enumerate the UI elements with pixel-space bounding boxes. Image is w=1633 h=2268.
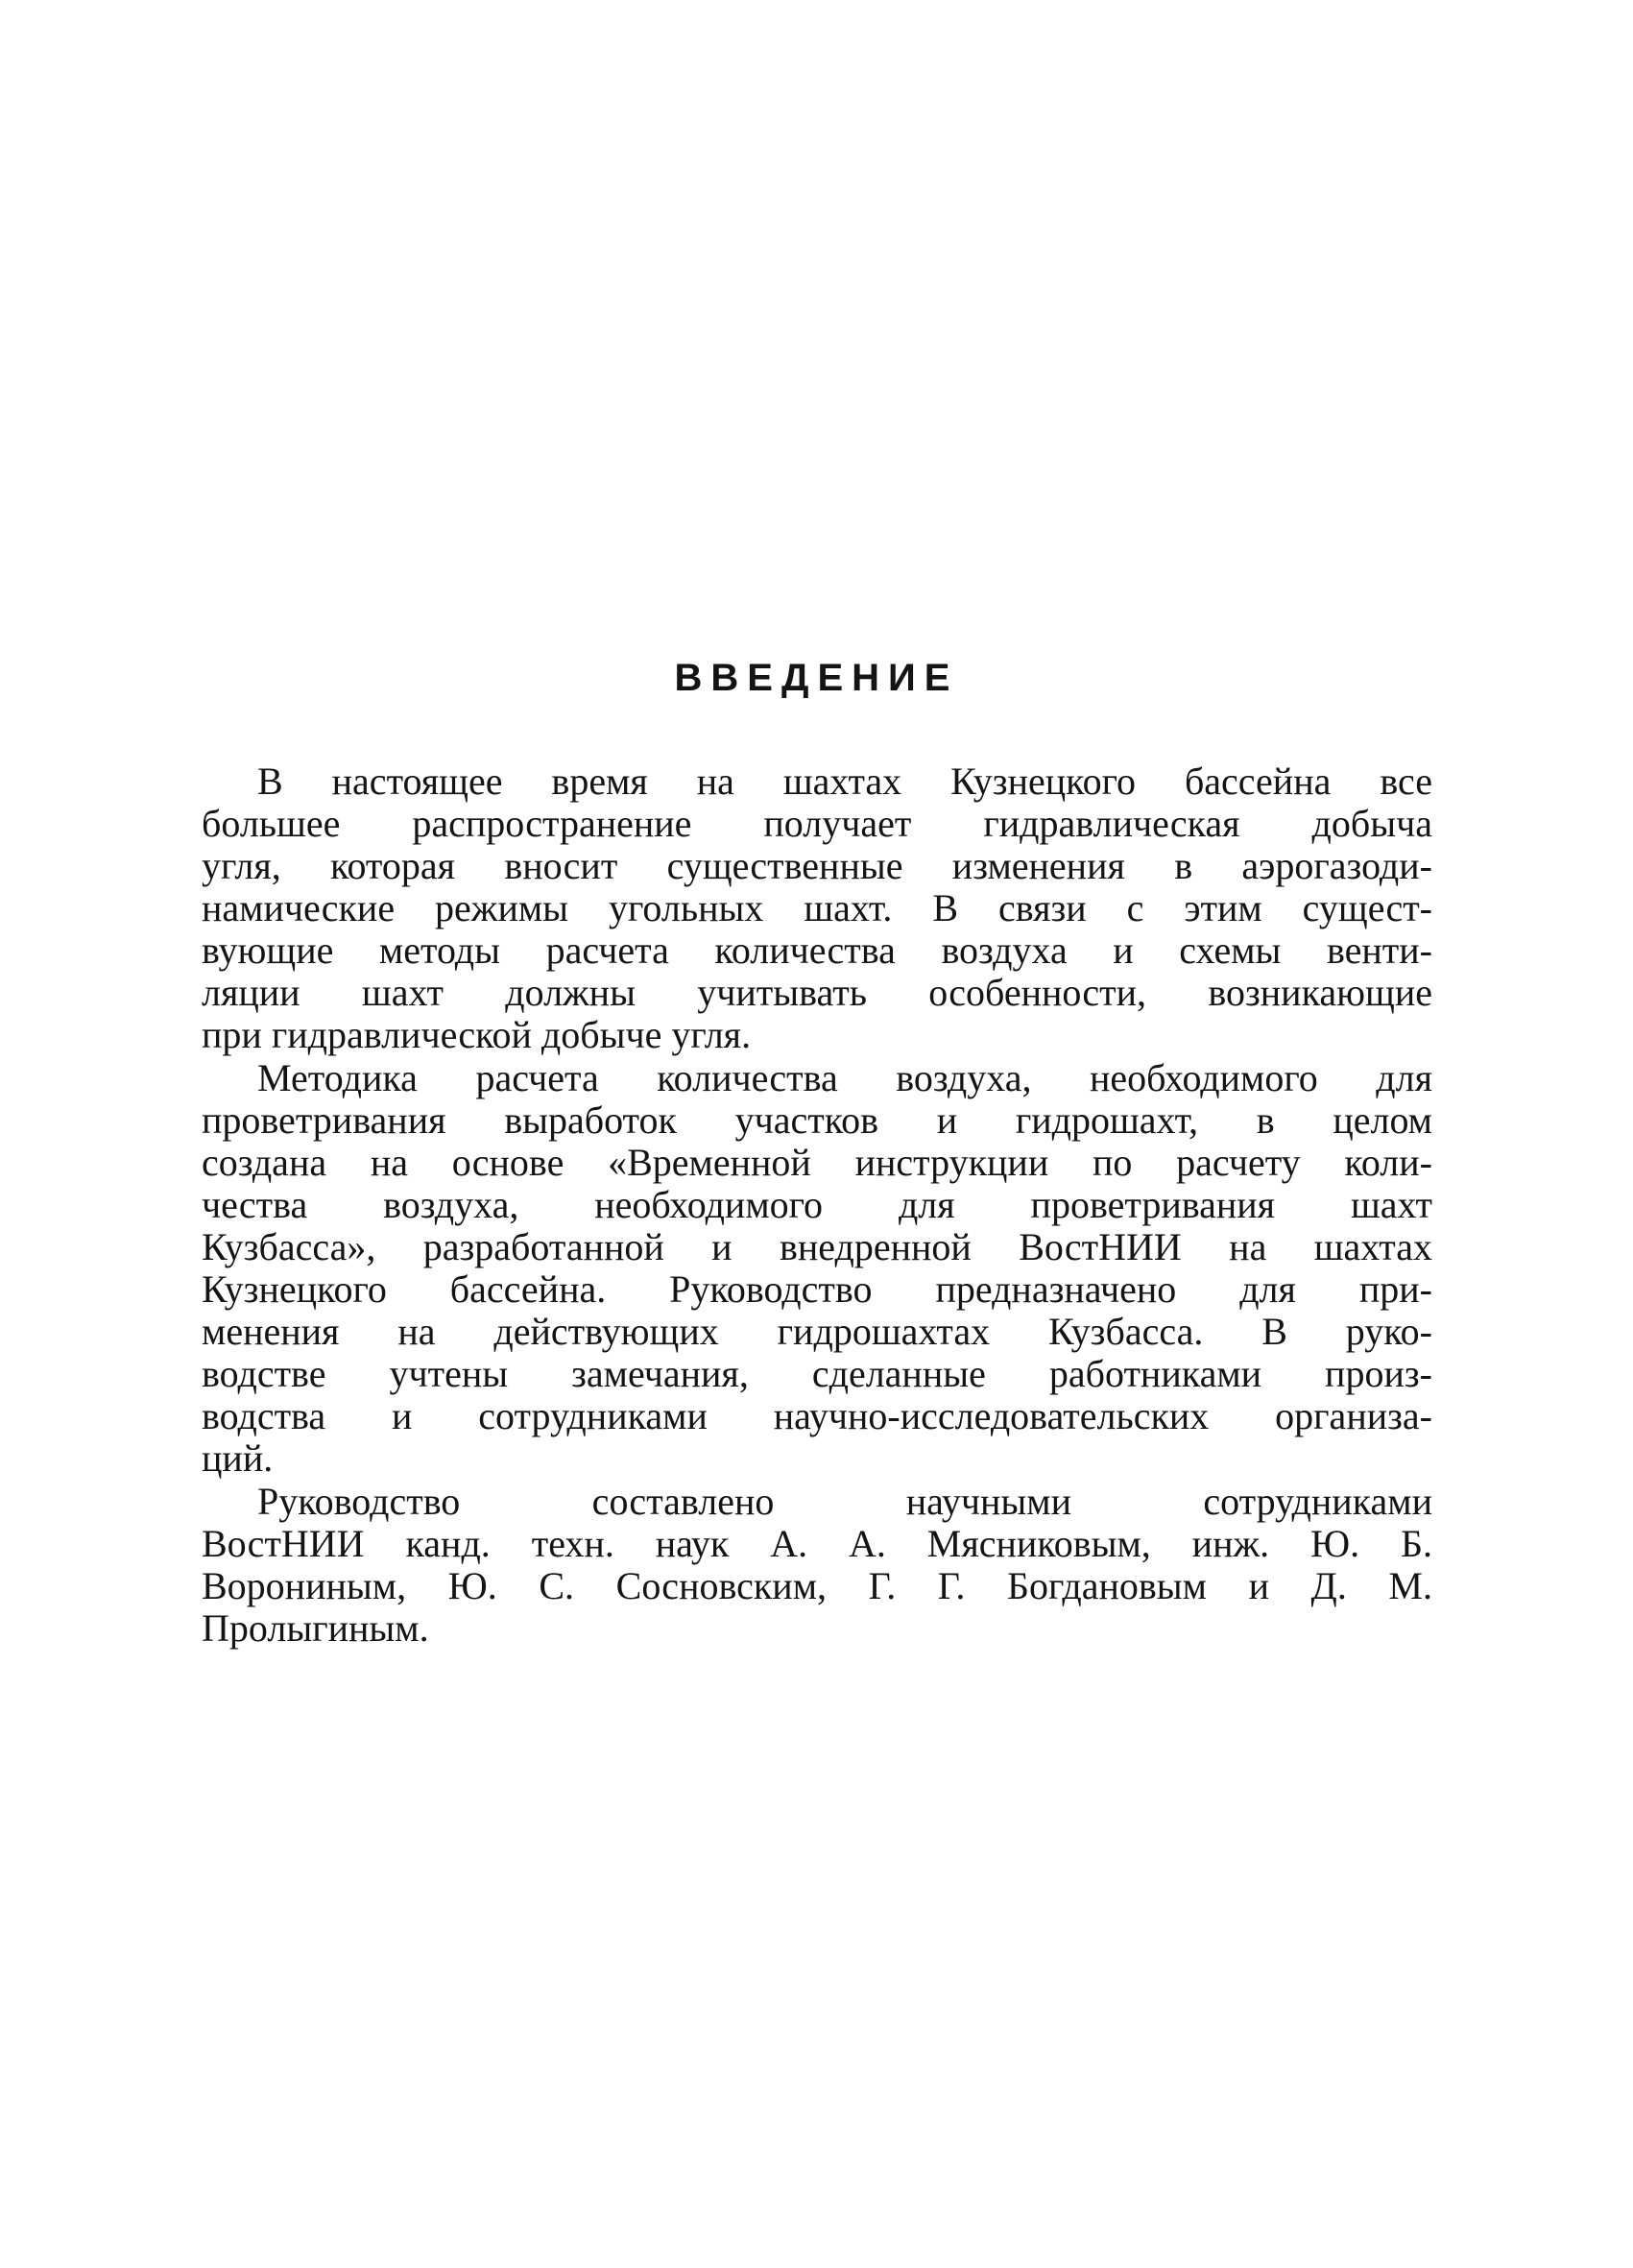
paragraph-3	[202, 1481, 1432, 1650]
text-line: Пролыгиным.	[202, 1606, 429, 1650]
text-line: чества воздуха, необходимого для проветривания шахт	[202, 1183, 1432, 1226]
text-line: проветривания выработок участков и гидрошахт, в целом	[202, 1098, 1432, 1142]
text-line: ляции шахт должны учитывать особенности, возникающие	[202, 971, 1432, 1014]
text-line: большее распространение получает гидравлическая добыча	[202, 802, 1432, 845]
text-line: при гидравлической добыче угля.	[202, 1013, 752, 1056]
text-line: водстве учтены замечания, сделанные работниками произ-	[202, 1352, 1432, 1395]
text-line: Ворониным, Ю. С. Сосновским, Г. Г. Богдановым и Д. М.	[202, 1564, 1432, 1607]
text-line: Кузбасса», разработанной и внедренной ВостНИИ на шахтах	[202, 1225, 1432, 1268]
text-line: ций.	[202, 1436, 274, 1480]
text-line: водства и сотрудниками научно-исследовательских организа-	[202, 1394, 1432, 1437]
text-line: вующие методы расчета количества воздуха и схемы венти-	[202, 929, 1432, 972]
paragraph-2	[202, 1057, 1432, 1480]
text-line: Руководство составлено научными сотрудниками	[257, 1480, 1432, 1523]
page-heading: ВВЕДЕНИЕ	[674, 657, 959, 699]
text-line: Кузнецкого бассейна. Руководство предназначено для при-	[202, 1267, 1432, 1311]
text-line: намические режимы угольных шахт. В связи с этим сущест-	[202, 886, 1432, 929]
text-line: создана на основе «Временной инструкции по расчету коли-	[202, 1141, 1432, 1184]
text-line: Методика расчета количества воздуха, необходимого для	[257, 1056, 1432, 1099]
paragraph-1	[202, 760, 1432, 1056]
text-line: менения на действующих гидрошахтах Кузбасса. В руко-	[202, 1310, 1432, 1353]
text-line: ВостНИИ канд. техн. наук А. А. Мясниковым, инж. Ю. Б.	[202, 1522, 1432, 1565]
text-line: В настоящее время на шахтах Кузнецкого бассейна все	[257, 760, 1432, 803]
text-line: угля, которая вносит существенные изменения в аэрогазоди-	[202, 844, 1432, 887]
